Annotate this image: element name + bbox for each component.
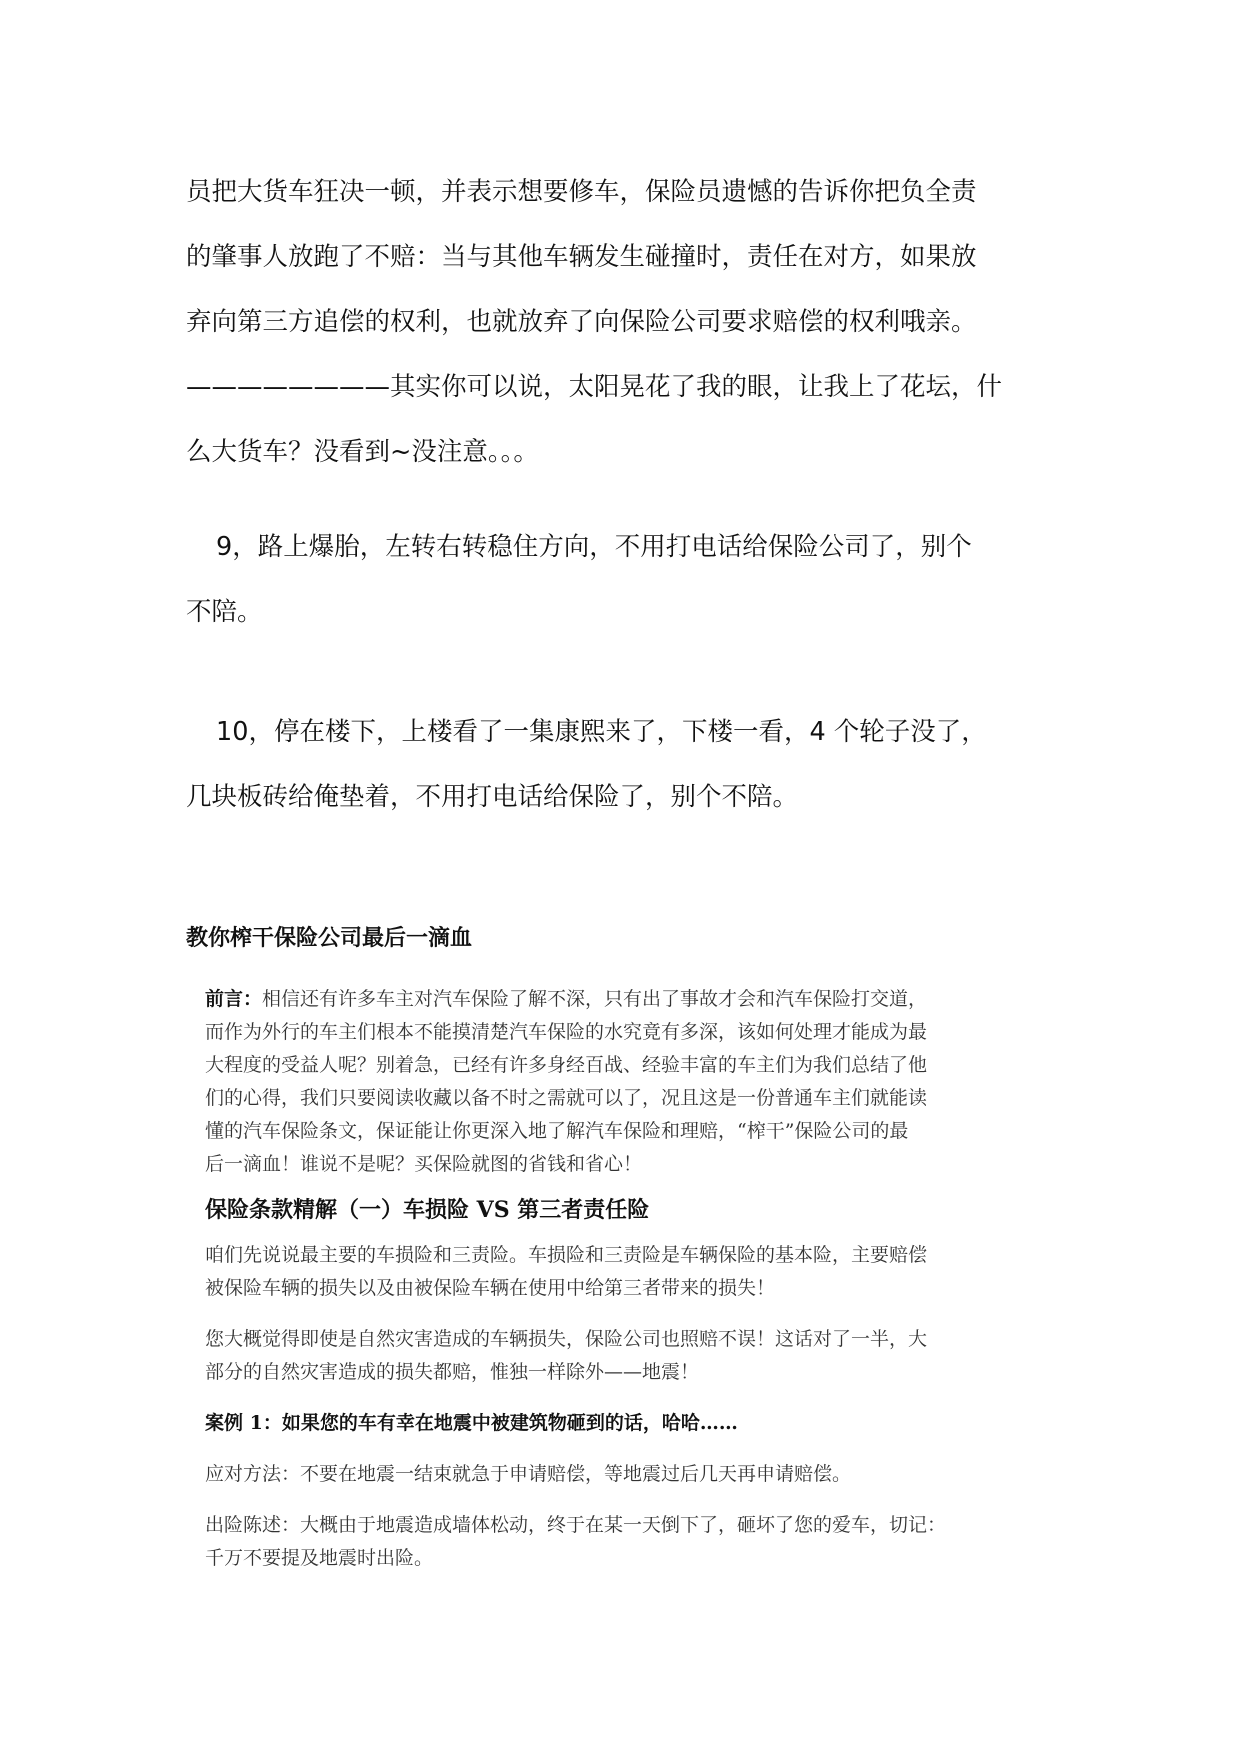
paragraph-hit-and-run <box>186 160 1066 485</box>
text-line: 大程度的受益人呢？别着急，已经有许多身经百战、经验丰富的车主们为我们总结了他 <box>205 1054 928 1076</box>
text-line: 相信还有许多车主对汽车保险了解不深，只有出了事故才会和汽车保险打交道， <box>262 988 928 1010</box>
case-1-heading: 案例 1：如果您的车有幸在地震中被建筑物砸到的话，哈哈…… <box>205 1412 738 1434</box>
text-line: 几块板砖给俺垫着，不用打电话给保险了，别个不陪。 <box>186 782 799 812</box>
text-line: 懂的汽车保险条文，保证能让你更深入地了解汽车保险和理赔，“榨干”保险公司的最 <box>205 1120 909 1142</box>
incident-statement-paragraph <box>205 1509 1031 1575</box>
preface-paragraph <box>205 983 1031 1181</box>
text-line: 咱们先说说最主要的车损险和三责险。车损险和三责险是车辆保险的基本险，主要赔偿 <box>205 1244 928 1266</box>
text-line: 千万不要提及地震时出险。 <box>205 1547 434 1569</box>
text-line: 不陪。 <box>186 597 263 627</box>
section-subheading: 保险条款精解（一）车损险 VS 第三者责任险 <box>205 1197 650 1223</box>
article-title: 教你榨干保险公司最后一滴血 <box>186 925 473 951</box>
text-line: 出险陈述：大概由于地震造成墙体松动，终于在某一天倒下了，砸坏了您的爱车，切记： <box>205 1514 947 1536</box>
preface-label: 前言： <box>205 988 263 1010</box>
paragraph-natural-disaster <box>205 1323 1031 1389</box>
text-line: 部分的自然灾害造成的损失都赔，惟独一样除外——地震！ <box>205 1361 700 1383</box>
text-line: 员把大货车狂决一顿，并表示想要修车，保险员遗憾的告诉你把负全责 <box>186 177 977 207</box>
text-line: 9，路上爆胎，左转右转稳住方向，不用打电话给保险公司了，别个 <box>216 532 972 562</box>
section-article-body <box>205 983 1031 1593</box>
text-line: 被保险车辆的损失以及由被保险车辆在使用中给第三者带来的损失！ <box>205 1277 776 1299</box>
paragraph-item-10 <box>186 700 1066 830</box>
paragraph-basic-coverage <box>205 1239 1031 1305</box>
section-car-insurance-tips <box>186 160 1066 830</box>
text-line: 们的心得，我们只要阅读收藏以备不时之需就可以了，况且这是一份普通车主们就能读 <box>205 1087 928 1109</box>
text-line: 您大概觉得即使是自然灾害造成的车辆损失，保险公司也照赔不误！这话对了一半，大 <box>205 1328 928 1350</box>
text-line: 而作为外行的车主们根本不能摸清楚汽车保险的水究竟有多深，该如何处理才能成为最 <box>205 1021 928 1043</box>
text-line: 后一滴血！谁说不是呢？买保险就图的省钱和省心！ <box>205 1153 643 1175</box>
text-line: 弃向第三方追偿的权利，也就放弃了向保险公司要求赔偿的权利哦亲。 <box>186 307 977 337</box>
response-method-paragraph: 应对方法：不要在地震一结束就急于申请赔偿，等地震过后几天再申请赔偿。 <box>205 1463 852 1485</box>
paragraph-item-9 <box>186 515 1066 645</box>
text-line: 10，停在楼下，上楼看了一集康熙来了，下楼一看，4 个轮子没了， <box>216 717 987 747</box>
text-line: 么大货车？没看到~没注意。。。 <box>186 437 539 467</box>
text-line: ————————其实你可以说，太阳晃花了我的眼，让我上了花坛，什 <box>186 372 1003 402</box>
text-line: 的肇事人放跑了不赔：当与其他车辆发生碰撞时，责任在对方，如果放 <box>186 242 977 272</box>
